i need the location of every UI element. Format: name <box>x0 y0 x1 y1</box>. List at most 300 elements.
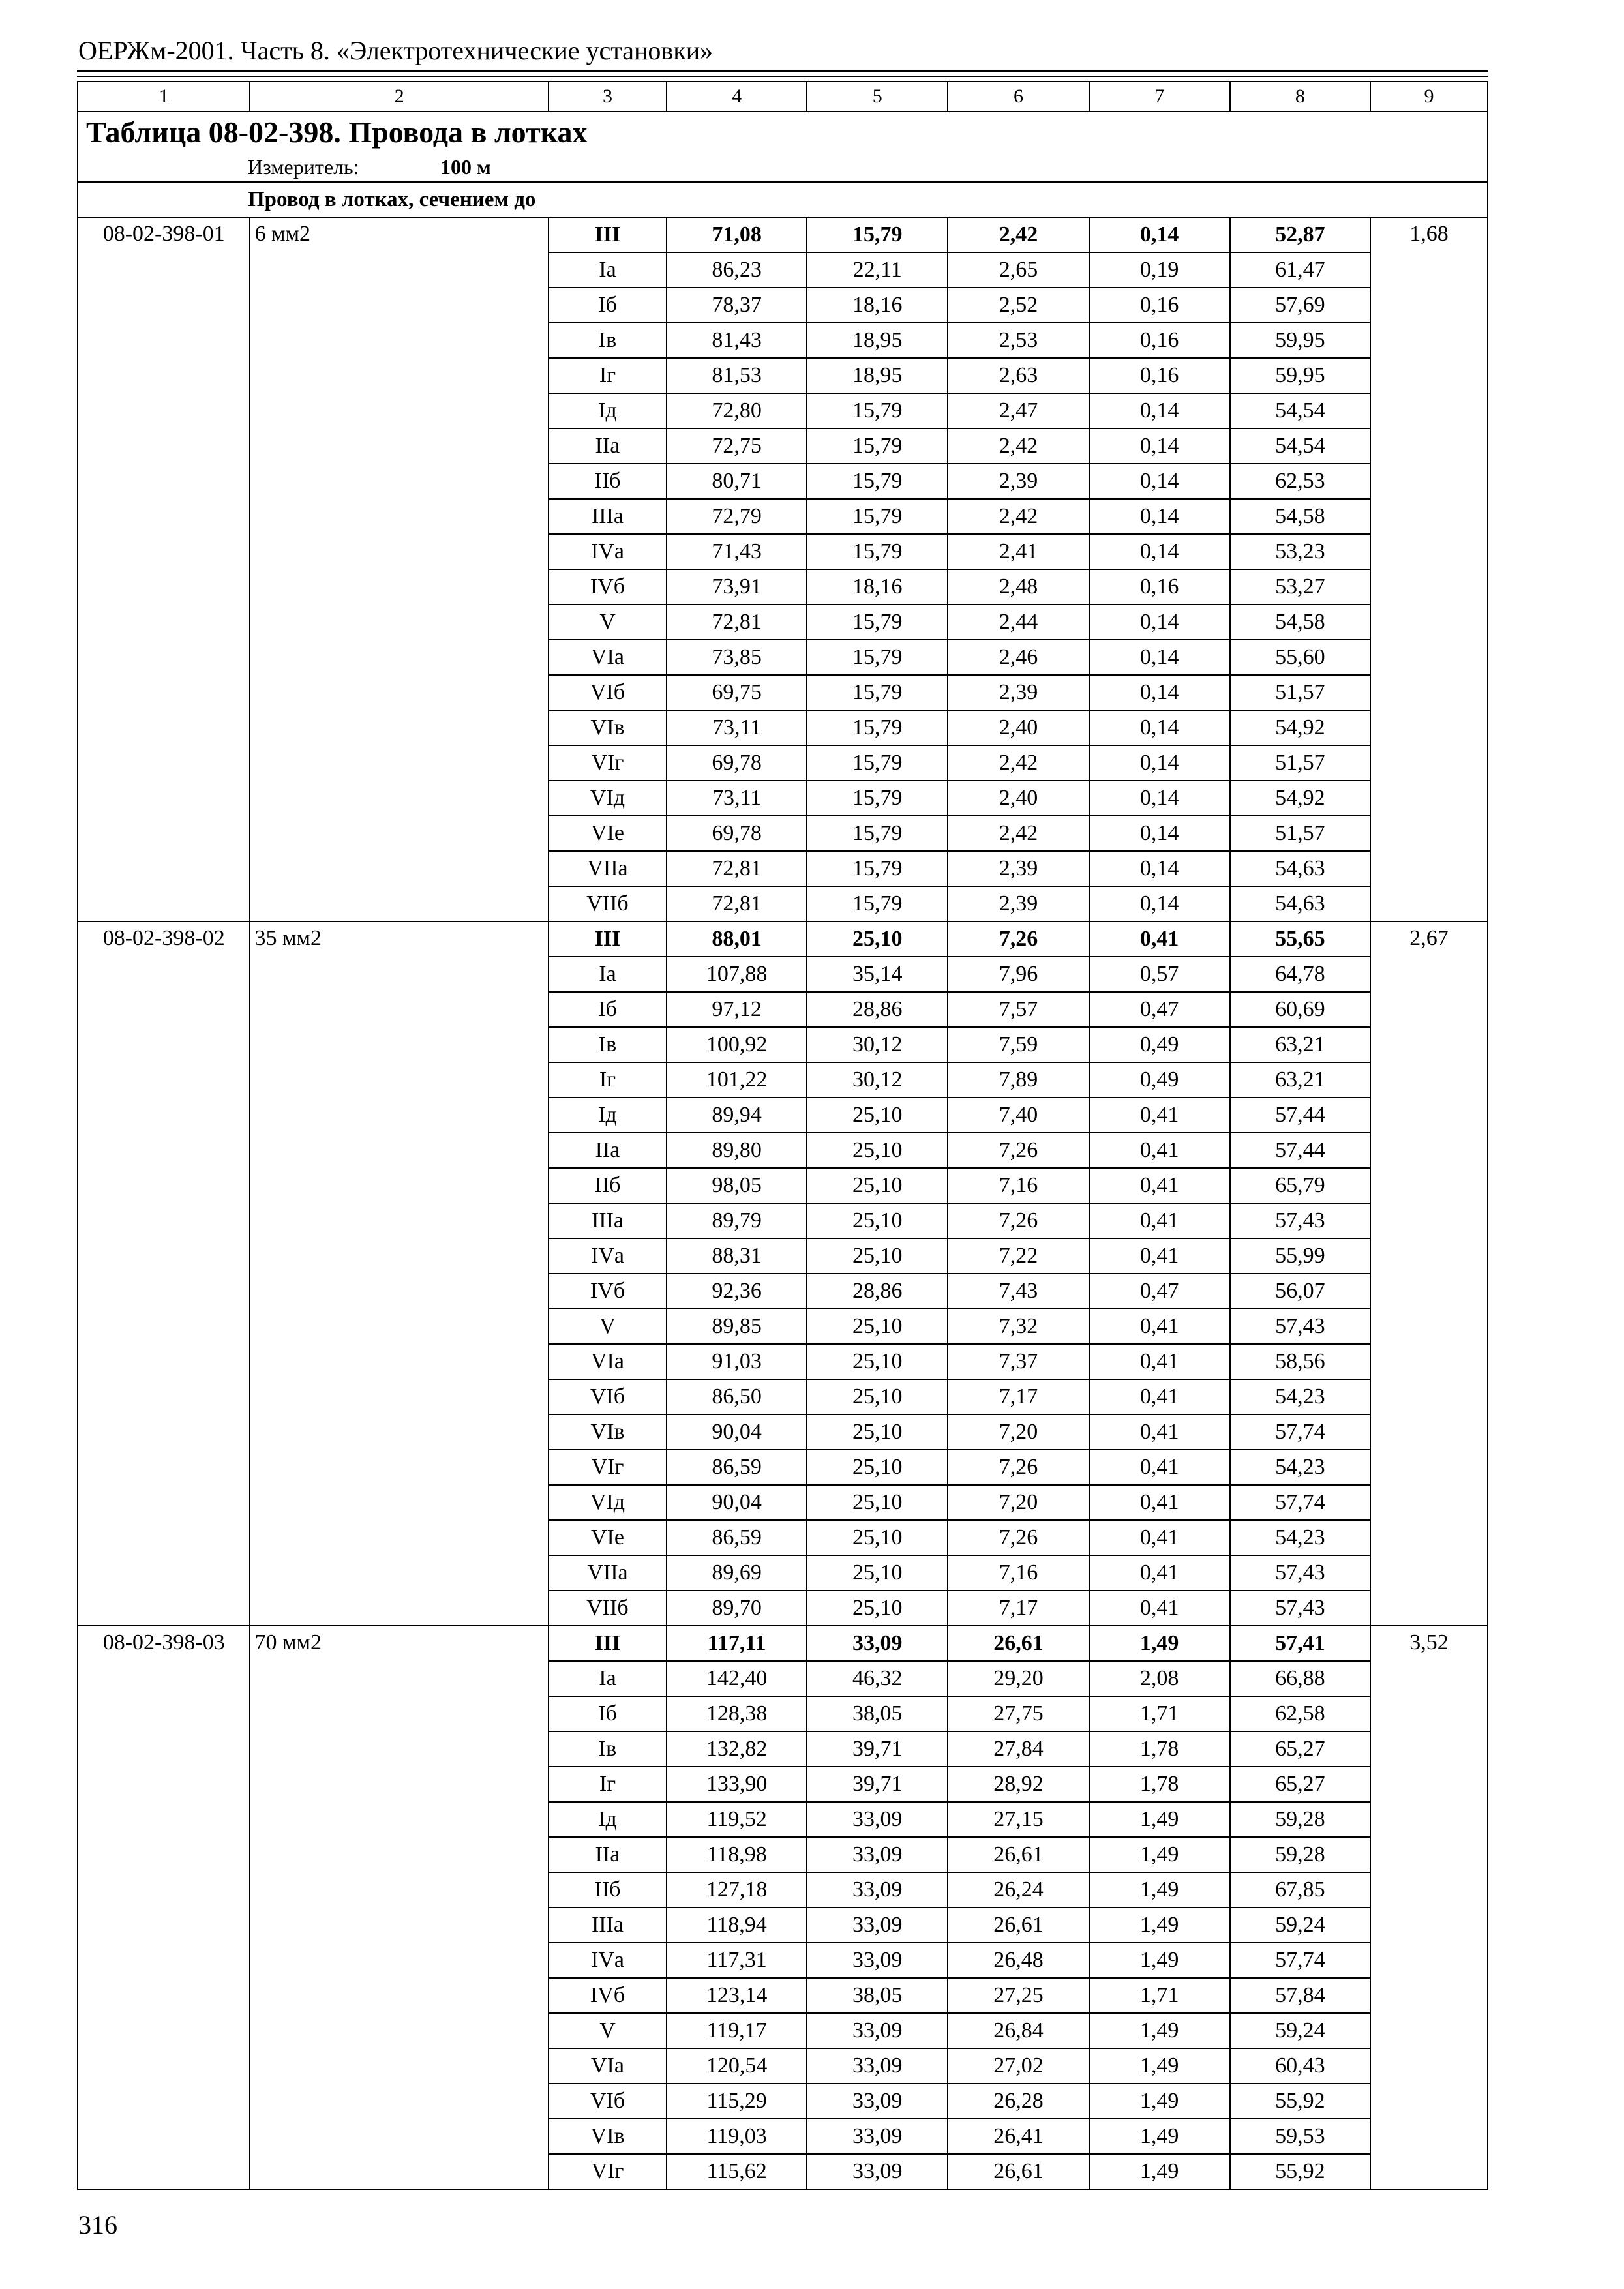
measure-row <box>78 153 1488 182</box>
value-cell: 7,26 <box>948 1450 1089 1485</box>
rate-name: 6 мм2 <box>250 217 549 921</box>
value-cell: 0,57 <box>1089 957 1230 992</box>
value-cell: 1,49 <box>1089 2154 1230 2189</box>
value-cell: 15,79 <box>807 640 948 675</box>
value-cell: 69,75 <box>667 675 807 710</box>
value-cell: 0,14 <box>1089 393 1230 428</box>
value-cell: 54,63 <box>1230 886 1370 921</box>
value-cell: 15,79 <box>807 534 948 569</box>
value-cell: 73,11 <box>667 710 807 745</box>
value-cell: 25,10 <box>807 1168 948 1203</box>
value-cell: 15,79 <box>807 499 948 534</box>
value-cell: 72,79 <box>667 499 807 534</box>
value-cell: 57,84 <box>1230 1978 1370 2013</box>
measure-value: 100 м <box>440 155 491 179</box>
value-cell: 27,02 <box>948 2048 1089 2084</box>
value-cell: 2,40 <box>948 710 1089 745</box>
value-cell: 0,16 <box>1089 288 1230 323</box>
value-cell: 33,09 <box>807 1908 948 1943</box>
zone-cell: IVб <box>549 1978 667 2013</box>
value-cell: 25,10 <box>807 1379 948 1414</box>
value-cell: 0,14 <box>1089 464 1230 499</box>
value-cell: 27,15 <box>948 1802 1089 1837</box>
value-cell: 73,85 <box>667 640 807 675</box>
value-cell: 63,21 <box>1230 1062 1370 1098</box>
value-cell: 52,87 <box>1230 217 1370 252</box>
rate-code: 08-02-398-02 <box>78 921 250 1626</box>
value-cell: 120,54 <box>667 2048 807 2084</box>
zone-cell: Iа <box>549 252 667 288</box>
value-cell: 88,01 <box>667 921 807 957</box>
value-cell: 0,41 <box>1089 1238 1230 1274</box>
value-cell: 59,28 <box>1230 1837 1370 1872</box>
value-cell: 25,10 <box>807 1344 948 1379</box>
column-number: 4 <box>667 82 807 112</box>
zone-cell: IIIа <box>549 499 667 534</box>
value-cell: 25,10 <box>807 1555 948 1591</box>
zone-cell: Iг <box>549 358 667 393</box>
value-cell: 7,89 <box>948 1062 1089 1098</box>
value-cell: 57,43 <box>1230 1555 1370 1591</box>
value-cell: 2,63 <box>948 358 1089 393</box>
value-cell: 53,27 <box>1230 569 1370 605</box>
value-cell: 15,79 <box>807 428 948 464</box>
value-cell: 59,24 <box>1230 1908 1370 1943</box>
value-cell: 0,14 <box>1089 816 1230 851</box>
value-cell: 101,22 <box>667 1062 807 1098</box>
value-cell: 0,49 <box>1089 1062 1230 1098</box>
value-cell: 22,11 <box>807 252 948 288</box>
value-cell: 0,16 <box>1089 358 1230 393</box>
value-cell: 7,26 <box>948 1133 1089 1168</box>
value-cell: 1,49 <box>1089 2048 1230 2084</box>
value-cell: 2,42 <box>948 499 1089 534</box>
value-cell: 7,32 <box>948 1309 1089 1344</box>
value-cell: 15,79 <box>807 816 948 851</box>
zone-cell: Iв <box>549 1731 667 1767</box>
value-cell: 15,79 <box>807 217 948 252</box>
value-cell: 2,41 <box>948 534 1089 569</box>
value-cell: 89,79 <box>667 1203 807 1238</box>
value-cell: 54,23 <box>1230 1520 1370 1555</box>
value-cell: 2,42 <box>948 816 1089 851</box>
section-row <box>78 182 1488 217</box>
zone-cell: V <box>549 1309 667 1344</box>
zone-cell: VIв <box>549 1414 667 1450</box>
value-cell: 0,41 <box>1089 1379 1230 1414</box>
value-cell: 72,81 <box>667 605 807 640</box>
value-cell: 86,59 <box>667 1450 807 1485</box>
value-cell: 57,43 <box>1230 1591 1370 1626</box>
zone-cell: Iа <box>549 957 667 992</box>
zone-cell: IVа <box>549 1238 667 1274</box>
zone-cell: VIб <box>549 2084 667 2119</box>
zone-cell: IVб <box>549 1274 667 1309</box>
zone-cell: Iд <box>549 393 667 428</box>
value-cell: 59,53 <box>1230 2119 1370 2154</box>
value-cell: 28,86 <box>807 992 948 1027</box>
value-cell: 57,74 <box>1230 1414 1370 1450</box>
value-cell: 118,94 <box>667 1908 807 1943</box>
value-cell: 1,49 <box>1089 1943 1230 1978</box>
value-cell: 0,47 <box>1089 992 1230 1027</box>
value-cell: 0,16 <box>1089 569 1230 605</box>
zone-cell: VIв <box>549 710 667 745</box>
zone-cell: VIд <box>549 781 667 816</box>
zone-cell: IIб <box>549 464 667 499</box>
value-cell: 0,14 <box>1089 428 1230 464</box>
value-cell: 59,28 <box>1230 1802 1370 1837</box>
value-cell: 81,53 <box>667 358 807 393</box>
value-cell: 59,95 <box>1230 358 1370 393</box>
value-cell: 27,75 <box>948 1696 1089 1731</box>
value-cell: 0,19 <box>1089 252 1230 288</box>
value-cell: 54,54 <box>1230 393 1370 428</box>
value-cell: 2,65 <box>948 252 1089 288</box>
value-cell: 26,84 <box>948 2013 1089 2048</box>
value-cell: 78,37 <box>667 288 807 323</box>
zone-cell: VIб <box>549 675 667 710</box>
value-cell: 15,79 <box>807 745 948 781</box>
measure-label: Измеритель: <box>248 155 359 179</box>
value-cell: 15,79 <box>807 675 948 710</box>
value-cell: 7,20 <box>948 1414 1089 1450</box>
value-cell: 0,16 <box>1089 323 1230 358</box>
column-number: 2 <box>250 82 549 112</box>
value-cell: 1,49 <box>1089 1837 1230 1872</box>
value-cell: 26,61 <box>948 2154 1089 2189</box>
value-cell: 15,79 <box>807 605 948 640</box>
column-number: 9 <box>1370 82 1488 112</box>
zone-cell: IIIа <box>549 1203 667 1238</box>
value-cell: 2,47 <box>948 393 1089 428</box>
value-cell: 26,61 <box>948 1626 1089 1661</box>
value-cell: 0,41 <box>1089 1133 1230 1168</box>
zone-cell: Iв <box>549 323 667 358</box>
value-cell: 1,49 <box>1089 1802 1230 1837</box>
value-cell: 60,69 <box>1230 992 1370 1027</box>
value-cell: 7,16 <box>948 1168 1089 1203</box>
value-cell: 0,41 <box>1089 1414 1230 1450</box>
value-cell: 0,14 <box>1089 710 1230 745</box>
zone-cell: VIг <box>549 2154 667 2189</box>
value-cell: 90,04 <box>667 1414 807 1450</box>
value-cell: 33,09 <box>807 1626 948 1661</box>
value-cell: 26,41 <box>948 2119 1089 2154</box>
value-cell: 118,98 <box>667 1837 807 1872</box>
value-cell: 0,41 <box>1089 1168 1230 1203</box>
value-cell: 117,11 <box>667 1626 807 1661</box>
value-cell: 7,43 <box>948 1274 1089 1309</box>
value-cell: 2,40 <box>948 781 1089 816</box>
zone-cell: Iб <box>549 1696 667 1731</box>
zone-cell: IIа <box>549 428 667 464</box>
value-cell: 65,27 <box>1230 1767 1370 1802</box>
table-row <box>78 217 1488 252</box>
table-row <box>78 1626 1488 1661</box>
value-cell: 61,47 <box>1230 252 1370 288</box>
value-cell: 0,14 <box>1089 851 1230 886</box>
value-cell: 0,41 <box>1089 1344 1230 1379</box>
rate-coefficient: 3,52 <box>1370 1626 1488 2189</box>
table-title: Таблица 08-02-398. Провода в лотках <box>78 112 1488 153</box>
value-cell: 54,23 <box>1230 1379 1370 1414</box>
value-cell: 57,43 <box>1230 1203 1370 1238</box>
value-cell: 88,31 <box>667 1238 807 1274</box>
value-cell: 7,37 <box>948 1344 1089 1379</box>
value-cell: 62,53 <box>1230 464 1370 499</box>
value-cell: 30,12 <box>807 1062 948 1098</box>
zone-cell: Iг <box>549 1767 667 1802</box>
zone-cell: IIIа <box>549 1908 667 1943</box>
zone-cell: VIIа <box>549 851 667 886</box>
value-cell: 115,62 <box>667 2154 807 2189</box>
value-cell: 59,24 <box>1230 2013 1370 2048</box>
value-cell: 0,49 <box>1089 1027 1230 1062</box>
zone-cell: VIв <box>549 2119 667 2154</box>
zone-cell: Iг <box>549 1062 667 1098</box>
value-cell: 69,78 <box>667 816 807 851</box>
value-cell: 26,28 <box>948 2084 1089 2119</box>
value-cell: 1,49 <box>1089 2013 1230 2048</box>
column-number: 7 <box>1089 82 1230 112</box>
zone-cell: V <box>549 605 667 640</box>
value-cell: 0,14 <box>1089 605 1230 640</box>
column-number: 5 <box>807 82 948 112</box>
value-cell: 25,10 <box>807 1485 948 1520</box>
value-cell: 117,31 <box>667 1943 807 1978</box>
value-cell: 25,10 <box>807 1309 948 1344</box>
value-cell: 66,88 <box>1230 1661 1370 1696</box>
rate-name: 35 мм2 <box>250 921 549 1626</box>
value-cell: 7,16 <box>948 1555 1089 1591</box>
zone-cell: Iб <box>549 992 667 1027</box>
value-cell: 33,09 <box>807 1943 948 1978</box>
zone-cell: VIе <box>549 816 667 851</box>
value-cell: 0,41 <box>1089 1520 1230 1555</box>
value-cell: 90,04 <box>667 1485 807 1520</box>
value-cell: 54,63 <box>1230 851 1370 886</box>
zone-cell: VIа <box>549 640 667 675</box>
value-cell: 7,59 <box>948 1027 1089 1062</box>
value-cell: 25,10 <box>807 1203 948 1238</box>
value-cell: 55,92 <box>1230 2154 1370 2189</box>
value-cell: 33,09 <box>807 1802 948 1837</box>
rate-coefficient: 1,68 <box>1370 217 1488 921</box>
value-cell: 7,22 <box>948 1238 1089 1274</box>
zone-cell: VIIб <box>549 1591 667 1626</box>
zone-cell: IVа <box>549 1943 667 1978</box>
column-number: 8 <box>1230 82 1370 112</box>
value-cell: 119,03 <box>667 2119 807 2154</box>
zone-cell: VIIб <box>549 886 667 921</box>
value-cell: 18,16 <box>807 569 948 605</box>
table-title-row <box>78 112 1488 153</box>
value-cell: 38,05 <box>807 1696 948 1731</box>
value-cell: 7,26 <box>948 1203 1089 1238</box>
value-cell: 7,17 <box>948 1379 1089 1414</box>
zone-cell: Iб <box>549 288 667 323</box>
value-cell: 57,41 <box>1230 1626 1370 1661</box>
column-number-row <box>78 82 1488 112</box>
value-cell: 71,08 <box>667 217 807 252</box>
value-cell: 54,92 <box>1230 781 1370 816</box>
zone-cell: IIб <box>549 1872 667 1908</box>
value-cell: 18,95 <box>807 323 948 358</box>
value-cell: 2,39 <box>948 886 1089 921</box>
value-cell: 15,79 <box>807 393 948 428</box>
value-cell: 63,21 <box>1230 1027 1370 1062</box>
value-cell: 1,49 <box>1089 1626 1230 1661</box>
value-cell: 38,05 <box>807 1978 948 2013</box>
value-cell: 73,91 <box>667 569 807 605</box>
value-cell: 62,58 <box>1230 1696 1370 1731</box>
value-cell: 33,09 <box>807 2048 948 2084</box>
value-cell: 28,92 <box>948 1767 1089 1802</box>
value-cell: 2,42 <box>948 428 1089 464</box>
rate-name: 70 мм2 <box>250 1626 549 2189</box>
value-cell: 119,17 <box>667 2013 807 2048</box>
value-cell: 57,44 <box>1230 1133 1370 1168</box>
value-cell: 57,74 <box>1230 1943 1370 1978</box>
value-cell: 0,41 <box>1089 1309 1230 1344</box>
value-cell: 2,46 <box>948 640 1089 675</box>
value-cell: 1,49 <box>1089 1872 1230 1908</box>
value-cell: 72,80 <box>667 393 807 428</box>
value-cell: 26,24 <box>948 1872 1089 1908</box>
value-cell: 89,85 <box>667 1309 807 1344</box>
zone-cell: Iв <box>549 1027 667 1062</box>
value-cell: 2,42 <box>948 745 1089 781</box>
zone-cell: III <box>549 1626 667 1661</box>
value-cell: 35,14 <box>807 957 948 992</box>
value-cell: 80,71 <box>667 464 807 499</box>
value-cell: 7,96 <box>948 957 1089 992</box>
value-cell: 127,18 <box>667 1872 807 1908</box>
value-cell: 15,79 <box>807 851 948 886</box>
value-cell: 26,61 <box>948 1908 1089 1943</box>
value-cell: 55,99 <box>1230 1238 1370 1274</box>
value-cell: 89,70 <box>667 1591 807 1626</box>
value-cell: 65,27 <box>1230 1731 1370 1767</box>
value-cell: 25,10 <box>807 1520 948 1555</box>
value-cell: 1,78 <box>1089 1767 1230 1802</box>
value-cell: 28,86 <box>807 1274 948 1309</box>
value-cell: 51,57 <box>1230 675 1370 710</box>
value-cell: 7,26 <box>948 1520 1089 1555</box>
value-cell: 0,14 <box>1089 886 1230 921</box>
value-cell: 1,71 <box>1089 1978 1230 2013</box>
section-title: Провод в лотках, сечением до <box>78 182 1488 217</box>
value-cell: 56,07 <box>1230 1274 1370 1309</box>
value-cell: 57,43 <box>1230 1309 1370 1344</box>
value-cell: 18,16 <box>807 288 948 323</box>
value-cell: 89,94 <box>667 1098 807 1133</box>
value-cell: 0,14 <box>1089 781 1230 816</box>
value-cell: 27,84 <box>948 1731 1089 1767</box>
zone-cell: Iд <box>549 1802 667 1837</box>
value-cell: 89,69 <box>667 1555 807 1591</box>
value-cell: 81,43 <box>667 323 807 358</box>
value-cell: 2,48 <box>948 569 1089 605</box>
value-cell: 25,10 <box>807 1414 948 1450</box>
value-cell: 0,14 <box>1089 217 1230 252</box>
value-cell: 60,43 <box>1230 2048 1370 2084</box>
value-cell: 59,95 <box>1230 323 1370 358</box>
value-cell: 54,92 <box>1230 710 1370 745</box>
zone-cell: VIд <box>549 1485 667 1520</box>
value-cell: 73,11 <box>667 781 807 816</box>
column-number: 6 <box>948 82 1089 112</box>
value-cell: 30,12 <box>807 1027 948 1062</box>
value-cell: 72,81 <box>667 886 807 921</box>
value-cell: 86,23 <box>667 252 807 288</box>
value-cell: 86,59 <box>667 1520 807 1555</box>
value-cell: 51,57 <box>1230 745 1370 781</box>
value-cell: 55,60 <box>1230 640 1370 675</box>
value-cell: 0,41 <box>1089 1591 1230 1626</box>
value-cell: 18,95 <box>807 358 948 393</box>
value-cell: 55,92 <box>1230 2084 1370 2119</box>
value-cell: 0,14 <box>1089 534 1230 569</box>
zone-cell: IIб <box>549 1168 667 1203</box>
value-cell: 29,20 <box>948 1661 1089 1696</box>
value-cell: 142,40 <box>667 1661 807 1696</box>
value-cell: 128,38 <box>667 1696 807 1731</box>
value-cell: 89,80 <box>667 1133 807 1168</box>
value-cell: 64,78 <box>1230 957 1370 992</box>
value-cell: 92,36 <box>667 1274 807 1309</box>
value-cell: 54,23 <box>1230 1450 1370 1485</box>
value-cell: 33,09 <box>807 2084 948 2119</box>
value-cell: 1,49 <box>1089 1908 1230 1943</box>
value-cell: 57,69 <box>1230 288 1370 323</box>
zone-cell: VIе <box>549 1520 667 1555</box>
value-cell: 15,79 <box>807 710 948 745</box>
value-cell: 39,71 <box>807 1767 948 1802</box>
value-cell: 1,71 <box>1089 1696 1230 1731</box>
zone-cell: IIа <box>549 1133 667 1168</box>
value-cell: 2,08 <box>1089 1661 1230 1696</box>
value-cell: 1,78 <box>1089 1731 1230 1767</box>
value-cell: 123,14 <box>667 1978 807 2013</box>
value-cell: 7,26 <box>948 921 1089 957</box>
value-cell: 39,71 <box>807 1731 948 1767</box>
zone-cell: Iд <box>549 1098 667 1133</box>
value-cell: 2,39 <box>948 464 1089 499</box>
page-number: 316 <box>78 2210 117 2239</box>
value-cell: 26,61 <box>948 1837 1089 1872</box>
zone-cell: V <box>549 2013 667 2048</box>
value-cell: 2,44 <box>948 605 1089 640</box>
zone-cell: IVа <box>549 534 667 569</box>
header-rule-2 <box>77 76 1488 77</box>
rate-code: 08-02-398-01 <box>78 217 250 921</box>
value-cell: 72,81 <box>667 851 807 886</box>
zone-cell: Iа <box>549 1661 667 1696</box>
value-cell: 25,10 <box>807 921 948 957</box>
value-cell: 100,92 <box>667 1027 807 1062</box>
value-cell: 0,41 <box>1089 1203 1230 1238</box>
zone-cell: VIг <box>549 1450 667 1485</box>
rate-coefficient: 2,67 <box>1370 921 1488 1626</box>
value-cell: 2,42 <box>948 217 1089 252</box>
value-cell: 65,79 <box>1230 1168 1370 1203</box>
value-cell: 57,44 <box>1230 1098 1370 1133</box>
zone-cell: VIа <box>549 2048 667 2084</box>
value-cell: 0,14 <box>1089 675 1230 710</box>
zone-cell: IIа <box>549 1837 667 1872</box>
